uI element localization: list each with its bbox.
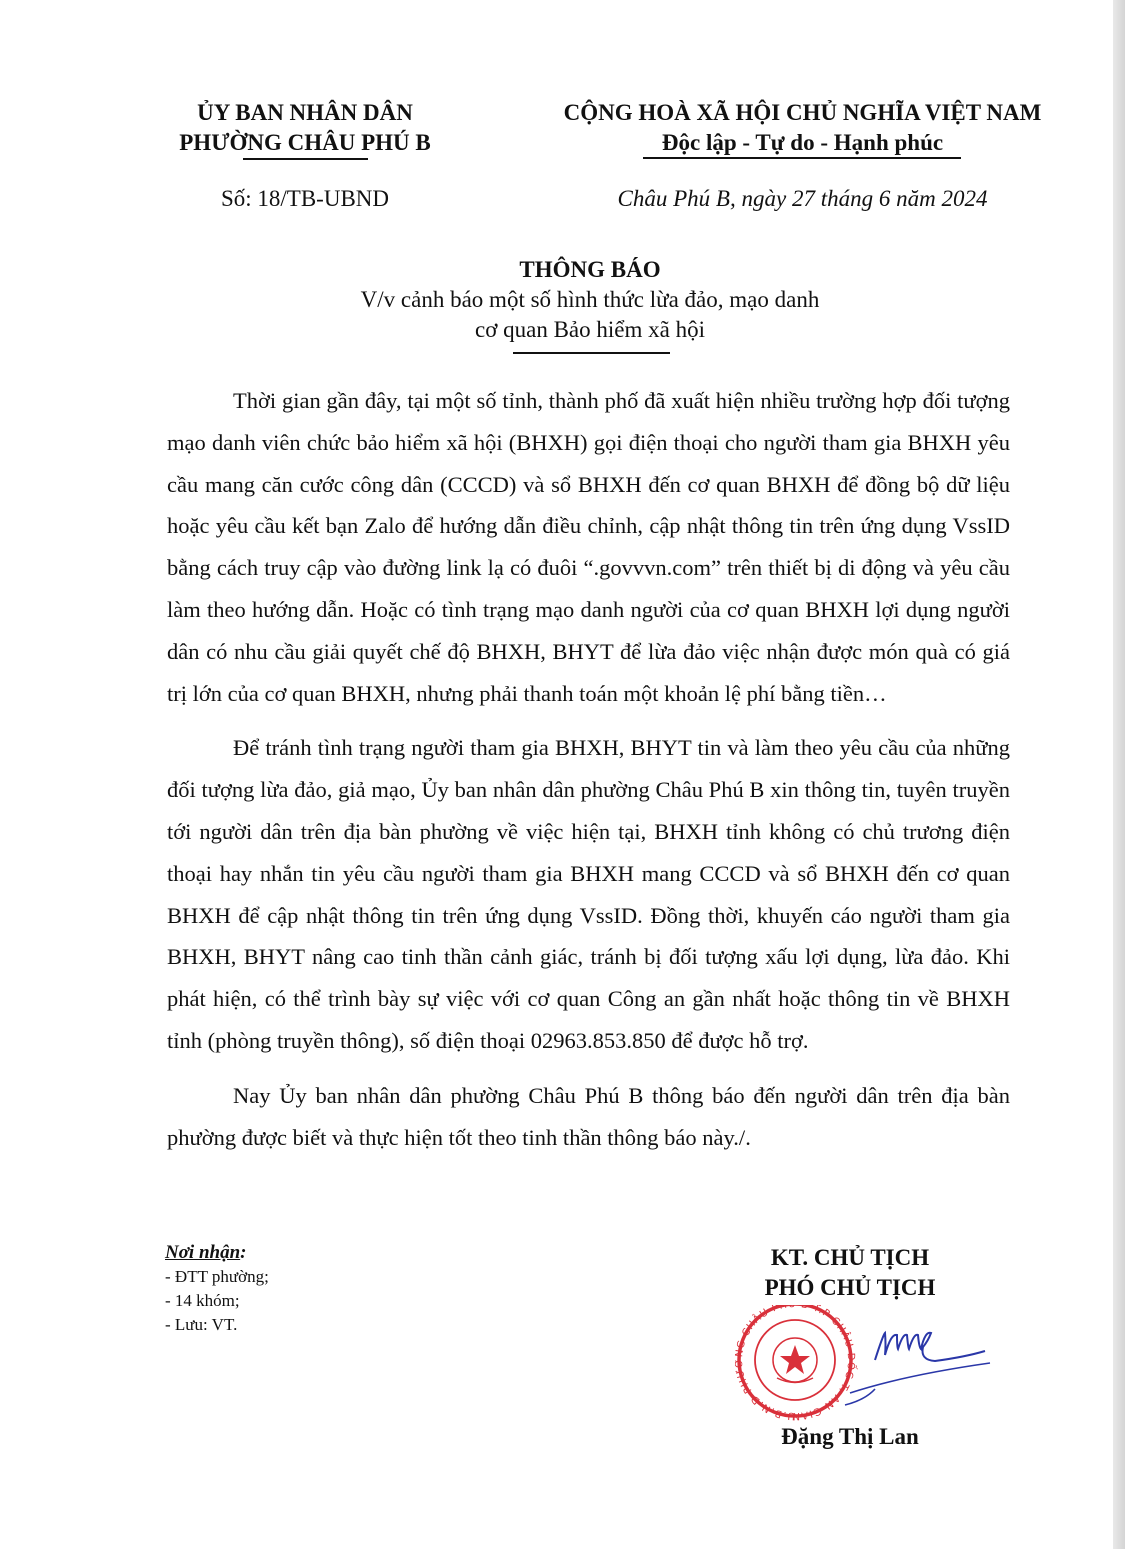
motto-underline: [643, 157, 961, 159]
recipient-item: - Lưu: VT.: [165, 1315, 238, 1334]
subject-line-2: cơ quan Bảo hiểm xã hội: [475, 317, 705, 342]
signer-name: Đặng Thị Lan: [781, 1424, 919, 1449]
recipients-title-text: Nơi nhận: [165, 1242, 241, 1263]
star-icon: [780, 1345, 810, 1374]
official-seal: [735, 1305, 859, 1421]
national-header: [535, 98, 1070, 158]
seal-svg: [735, 1305, 1005, 1430]
recipients-title-colon: :: [240, 1242, 247, 1263]
title-block: [150, 255, 1030, 345]
page-edge: [1113, 0, 1125, 1549]
body-paragraph: Nay Ủy ban nhân dân phường Châu Phú B thông báo đến người dân trên địa bàn phường được biết và thực hiện tốt theo tinh thần thông báo này./.: [167, 1082, 1010, 1150]
seal-text: U.B.N.D PHƯỜNG CHÂU PH B T.P CHÂU ĐỐC T. AN GIAN: [735, 1305, 857, 1422]
agency-line-1: ỦY BAN NHÂN DÂN: [197, 100, 413, 125]
signer-line-2: PHÓ CHỦ TỊCH: [764, 1275, 936, 1300]
subject-line-1: V/v cảnh báo một số hình thức lừa đảo, mạo danh: [360, 287, 820, 312]
document-title: THÔNG BÁO: [519, 257, 661, 282]
recipients-title: [165, 1241, 525, 1265]
agency-underline: [243, 158, 368, 160]
document-number: Số: 18/TB-UBND: [220, 186, 390, 211]
signer-title-block: [700, 1243, 1000, 1303]
recipient-item: - 14 khóm;: [165, 1291, 240, 1310]
agency-header: [150, 98, 460, 158]
recipients-block: [165, 1241, 525, 1337]
agency-line-2: PHƯỜNG CHÂU PHÚ B: [179, 130, 431, 155]
subject-underline: [513, 352, 670, 354]
body-paragraph: Để tránh tình trạng người tham gia BHXH, BHYT tin và làm theo yêu cầu của những đối tượng lừa đảo, giả mạo, Ủy ban nhân dân phường Châu Phú B xin thông tin, tuyên truyền tới người dân trên địa bàn phường về việc hiện tại, BHXH tỉnh không có chủ trương điện thoại hay nhắn tin yêu cầu người tham gia BHXH mang CCCD và sổ BHXH đến cơ quan BHXH để cập nhật thông tin trên ứng dụng VssID. Đồng thời, khuyến cáo người tham gia BHXH, BHYT nâng cao tinh thần cảnh giác, tránh bị đối tượng xấu lợi dụng, lừa đảo. Khi phát hiện, có thể trình bày sự việc với cơ quan Công an gần nhất hoặc thông tin về BHXH tỉnh (phòng truyền thông), số điện thoại 02963.853.850 để được hỗ trợ.: [167, 735, 1010, 1053]
nation-line-1: CỘNG HOÀ XÃ HỘI CHỦ NGHĨA VIỆT NAM: [563, 100, 1042, 125]
nation-line-2: Độc lập - Tự do - Hạnh phúc: [661, 130, 944, 155]
recipient-item: - ĐTT phường;: [165, 1267, 269, 1286]
handwritten-signature: [845, 1333, 990, 1405]
document-body: [167, 380, 1010, 1171]
document-place-date: Châu Phú B, ngày 27 tháng 6 năm 2024: [617, 186, 988, 211]
seal-and-signature: [735, 1305, 1005, 1430]
signer-line-1: KT. CHỦ TỊCH: [770, 1245, 930, 1270]
body-paragraph: Thời gian gần đây, tại một số tỉnh, thành phố đã xuất hiện nhiều trường hợp đối tượng mạo danh viên chức bảo hiểm xã hội (BHXH) gọi điện thoại cho người tham gia BHXH yêu cầu mang căn cước công dân (CCCD) và sổ BHXH đến cơ quan BHXH để đồng bộ dữ liệu hoặc yêu cầu kết bạn Zalo để hướng dẫn điều chỉnh, cập nhật thông tin trên ứng dụng VssID bằng cách truy cập vào đường link lạ có đuôi “.govvvn.com” trên thiết bị di động và yêu cầu làm theo hướng dẫn. Hoặc có tình trạng mạo danh người của cơ quan BHXH lợi dụng người dân có nhu cầu giải quyết chế độ BHXH, BHYT để lừa đảo việc nhận được món quà có giá trị lớn của cơ quan BHXH, nhưng phải thanh toán một khoản lệ phí bằng tiền…: [167, 388, 1010, 706]
